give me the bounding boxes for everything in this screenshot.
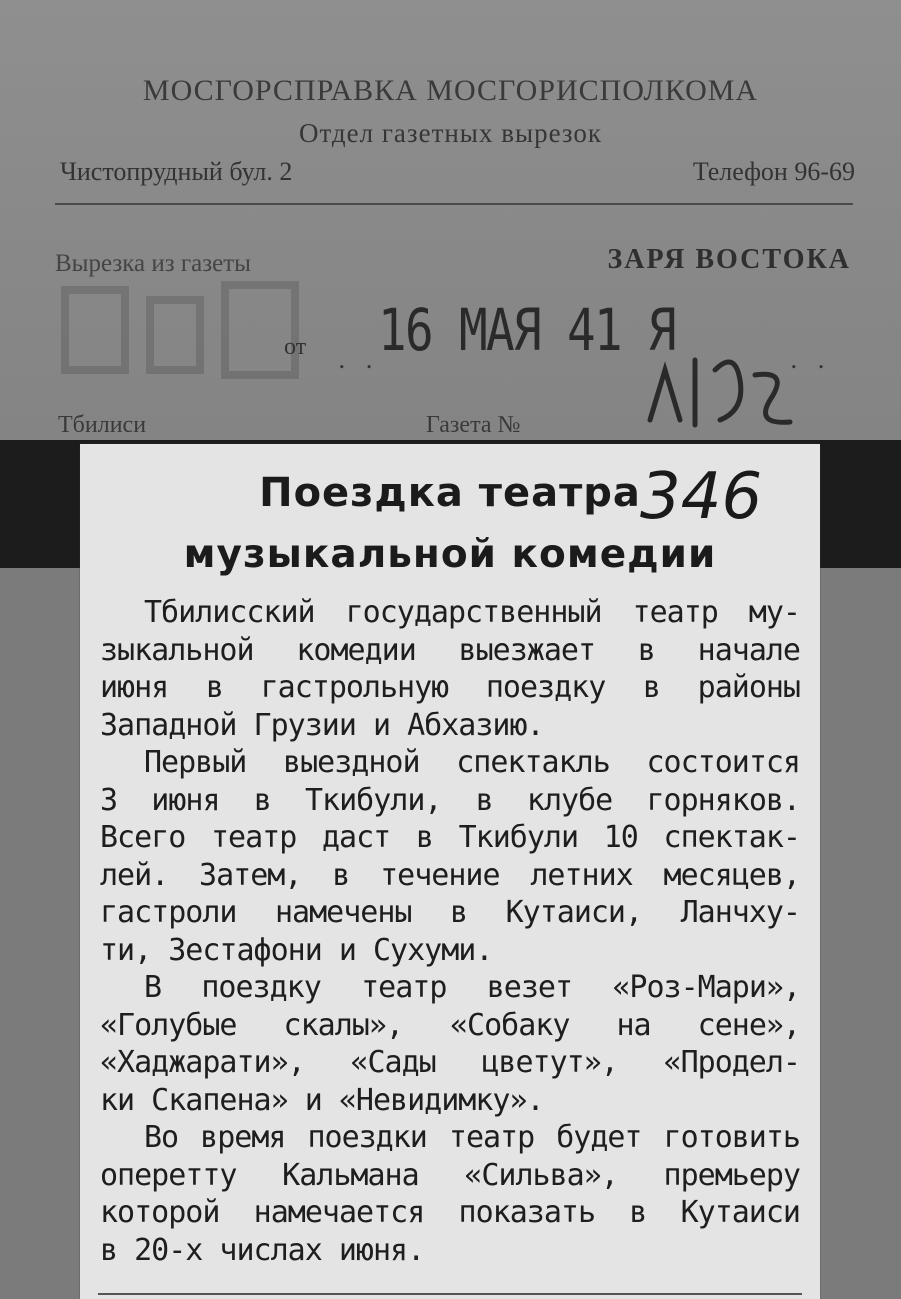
city: Тбилиси (58, 412, 147, 438)
article-line: оперетту Кальмана «Сильва», премьеру (100, 1157, 800, 1193)
article-line: которой намечается показать в Кутаиси (100, 1195, 800, 1230)
clipping-label: Вырезка из газеты (55, 250, 251, 277)
date-stamp: 16 МАЯ 41 Я (378, 296, 675, 364)
article-line: Западной Грузии и Абхазию. (100, 707, 544, 743)
svg-text:346: 346 (640, 460, 763, 530)
article-line: гастроли намечены в Кутаиси, Ланчху- (100, 895, 800, 930)
article-line: В поездку театр везет «Роз-Мари», (144, 970, 800, 1005)
gazeta-number-label: Газета № (426, 412, 521, 438)
phone: Телефон 96-69 (692, 157, 855, 186)
clipping-bottom-rule (98, 1293, 802, 1295)
article-line: в 20-х числах июня. (100, 1232, 425, 1268)
headline-line-1: Поездка театра (259, 470, 641, 516)
dotted-leader-left: . . (338, 346, 379, 374)
newspaper-name: ЗАРЯ ВОСТОКА (607, 244, 851, 275)
department-name: Отдел газетных вырезок (298, 118, 603, 148)
article-line: Первый выездной спектакль состоится (144, 745, 800, 780)
card-divider (55, 203, 853, 205)
article-line: зыкальной комедии выезжает в начале (100, 632, 800, 668)
article-line: ти, Зестафони и Сухуми. (100, 932, 493, 968)
newspaper-clipping (80, 444, 820, 1299)
article-line: ки Скапена» и «Невидимку». (100, 1082, 544, 1118)
handwritten-archive-number (640, 460, 790, 530)
article-line: Всего театр даст в Ткибули 10 спектак- (100, 820, 800, 855)
article-line: «Хаджарати», «Сады цветут», «Продел- (100, 1045, 800, 1080)
agency-name: МОСГОРСПРАВКА МОСГОРИСПОЛКОМА (142, 74, 759, 107)
article-line: Во время поездки театр будет готовить (144, 1120, 800, 1155)
article-line: «Голубые скалы», «Собаку на сене», (100, 1007, 800, 1043)
article-line: июня в гастрольную поездку в районы (100, 670, 800, 705)
article-line: Тбилисский государственный театр му- (144, 595, 800, 630)
archive-card (0, 0, 901, 440)
article-line: 3 июня в Ткибули, в клубе горняков. (100, 782, 800, 818)
handwritten-annotation (640, 330, 800, 430)
headline-line-2: музыкальной комедии (183, 532, 717, 577)
date-from-label: от (284, 334, 307, 360)
address: Чистопрудный бул. 2 (60, 157, 293, 186)
faded-stamp-mark (60, 280, 310, 390)
dotted-leader-right: . . (790, 346, 831, 374)
article-line: лей. Затем, в течение летних месяцев, (100, 857, 800, 893)
article-body (100, 594, 800, 1269)
